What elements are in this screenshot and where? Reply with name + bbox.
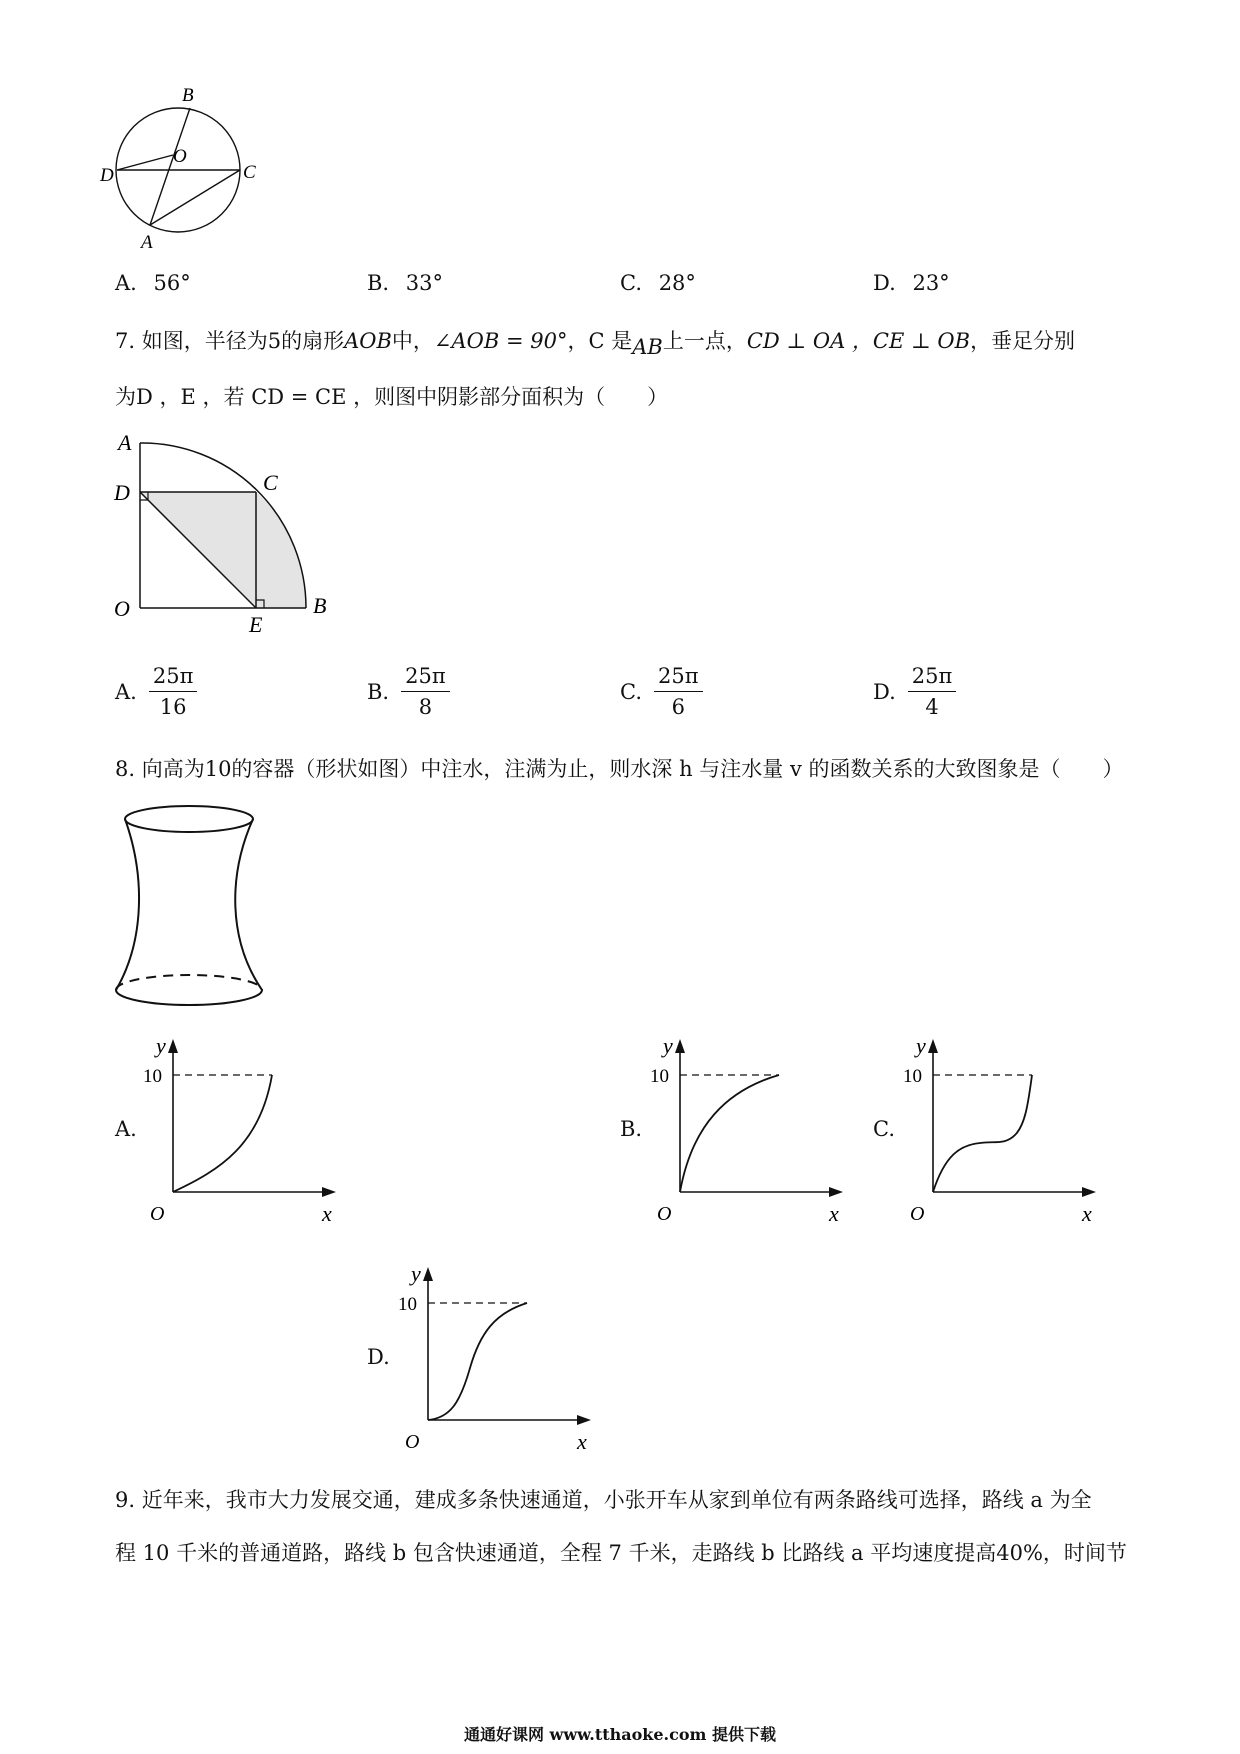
q8a-origin-label: O — [150, 1203, 165, 1225]
q7-option-c — [620, 664, 703, 720]
q8-option-c-letter: C. — [873, 1117, 895, 1141]
q8c-curve — [933, 1075, 1032, 1192]
q7-label-d: D — [114, 480, 130, 505]
q7-option-a-numerator: 25π — [149, 664, 198, 692]
q7-label-a: A — [118, 430, 132, 455]
q7-option-b-numerator: 25π — [401, 664, 450, 692]
q6-segment-ac — [150, 170, 240, 225]
q7-option-b-fraction — [401, 664, 450, 720]
q8b-x-label: x — [829, 1201, 839, 1226]
q8-container-right-wall — [235, 819, 262, 990]
q8b-x-arrow — [829, 1187, 843, 1197]
q6-option-b — [367, 271, 443, 296]
q8-option-a-graph — [140, 1035, 355, 1235]
q7-label-b: B — [313, 593, 327, 618]
q7-option-a-fraction — [149, 664, 198, 720]
q8b-y-label: y — [663, 1033, 673, 1058]
q6-label-a: A — [141, 232, 153, 253]
q8c-ten-label: 10 — [903, 1066, 922, 1087]
q6-segment-do — [117, 155, 173, 170]
q6-option-b-value: 33° — [405, 271, 444, 295]
q6-label-d: D — [100, 165, 114, 186]
q8c-y-arrow — [928, 1039, 938, 1053]
page-footer: 通通好课网 www.tthaoke.com 提供下载 — [463, 1725, 777, 1744]
q7-shaded-segment — [256, 492, 306, 608]
q6-option-c-value: 28° — [658, 271, 696, 295]
q8-container-left-wall — [116, 819, 139, 990]
q8a-x-label: x — [322, 1201, 332, 1226]
q7-option-c-fraction — [654, 664, 703, 720]
q7-line1-aob: AOB — [344, 329, 392, 353]
q6-label-b: B — [182, 85, 194, 106]
q7-option-c-numerator: 25π — [654, 664, 703, 692]
q7-line1-mid: 中， — [391, 329, 434, 353]
q8c-origin-label: O — [910, 1203, 925, 1225]
q6-option-a-value: 56° — [153, 271, 191, 295]
q8-option-b-graph — [647, 1035, 862, 1235]
q7-stem-line2: 为D ，E ，若 CD = CE ，则图中阴影部分面积为（ ） — [115, 385, 669, 409]
q7-option-b-denominator: 8 — [418, 695, 433, 720]
q8d-y-label: y — [411, 1261, 421, 1286]
q8-option-d-letter: D. — [367, 1345, 390, 1369]
q7-option-d-fraction — [908, 664, 957, 720]
q7-label-o: O — [114, 596, 130, 621]
q8-option-c-graph — [900, 1035, 1115, 1235]
q8-container-figure — [110, 800, 270, 1015]
q6-label-o: O — [173, 146, 187, 167]
q6-option-c-letter: C. — [620, 271, 642, 295]
q8-stem: 8. 向高为10的容器（形状如图）中注水，注满为止，则水深 h 与注水量 v 的函数关系的大致图象是（ ） — [115, 757, 1124, 781]
q8b-ten-label: 10 — [650, 1066, 669, 1087]
q7-stem-line1 — [115, 329, 1076, 359]
q8b-curve — [680, 1075, 779, 1192]
q8-container-bottom-front — [116, 990, 262, 1005]
q8a-y-label: y — [156, 1033, 166, 1058]
q7-label-e: E — [249, 612, 263, 637]
q8b-origin-label: O — [657, 1203, 672, 1225]
q7-line1-pre: 7. 如图，半径为5的扇形 — [115, 329, 345, 353]
q6-circle-figure — [100, 85, 256, 260]
q8d-ten-label: 10 — [398, 1294, 417, 1315]
q9-stem-line2: 程 10 千米的普通道路，路线 b 包含快速通道，全程 7 千米，走路线 b 比路线 a 平均速度提高40%，时间节 — [115, 1541, 1127, 1565]
q6-label-c: C — [243, 162, 256, 183]
q7-option-d-letter: D. — [873, 679, 896, 704]
q8a-ten-label: 10 — [143, 1066, 162, 1087]
q6-option-a-letter: A. — [115, 271, 137, 295]
q6-option-b-letter: B. — [367, 271, 390, 295]
q8d-origin-label: O — [405, 1431, 420, 1453]
q8-option-a-letter: A. — [115, 1117, 137, 1141]
q8-container-top-rim — [125, 806, 253, 832]
q8a-curve — [173, 1075, 272, 1192]
q7-option-b-letter: B. — [367, 679, 390, 704]
q8d-curve — [428, 1303, 527, 1420]
q9-stem-line1: 9. 近年来，我市大力发展交通，建成多条快速通道，小张开车从家到单位有两条路线可选择，路线 a 为全 — [115, 1488, 1092, 1512]
q8b-y-arrow — [675, 1039, 685, 1053]
q8-container-bottom-back — [116, 975, 262, 990]
q8c-x-arrow — [1082, 1187, 1096, 1197]
q7-line1-c: ，C 是 — [567, 329, 633, 353]
q7-option-a — [115, 664, 197, 720]
q7-line1-post: 上一点， — [662, 329, 747, 353]
q7-option-b — [367, 664, 450, 720]
q8-option-d-graph — [395, 1263, 610, 1463]
q7-label-c: C — [263, 470, 278, 495]
q7-line1-angle: ∠AOB = 90° — [433, 329, 568, 353]
q7-option-c-letter: C. — [620, 679, 642, 704]
q6-option-c — [620, 271, 696, 296]
q7-option-d — [873, 664, 956, 720]
q7-line1-perp: CD ⊥ OA ，CE ⊥ OB — [746, 329, 971, 353]
q7-option-d-denominator: 4 — [925, 695, 939, 720]
q7-line1-arc: AB — [632, 335, 663, 359]
q6-option-a — [115, 271, 191, 296]
q6-option-d — [873, 271, 950, 296]
q7-option-a-denominator: 16 — [159, 695, 187, 720]
q8d-x-arrow — [577, 1415, 591, 1425]
q8d-x-label: x — [577, 1429, 587, 1454]
q8a-x-arrow — [322, 1187, 336, 1197]
q6-option-d-value: 23° — [912, 271, 950, 295]
q8a-y-arrow — [168, 1039, 178, 1053]
q8c-x-label: x — [1082, 1201, 1092, 1226]
q6-option-d-letter: D. — [873, 271, 896, 295]
q8d-y-arrow — [423, 1267, 433, 1281]
q8c-y-label: y — [916, 1033, 926, 1058]
q8-option-b-letter: B. — [620, 1117, 643, 1141]
q7-sector-figure — [108, 425, 338, 640]
q7-line1-end: ，垂足分别 — [970, 329, 1076, 353]
q7-option-c-denominator: 6 — [671, 695, 685, 720]
q7-option-d-numerator: 25π — [908, 664, 957, 692]
q7-option-a-letter: A. — [115, 679, 137, 704]
